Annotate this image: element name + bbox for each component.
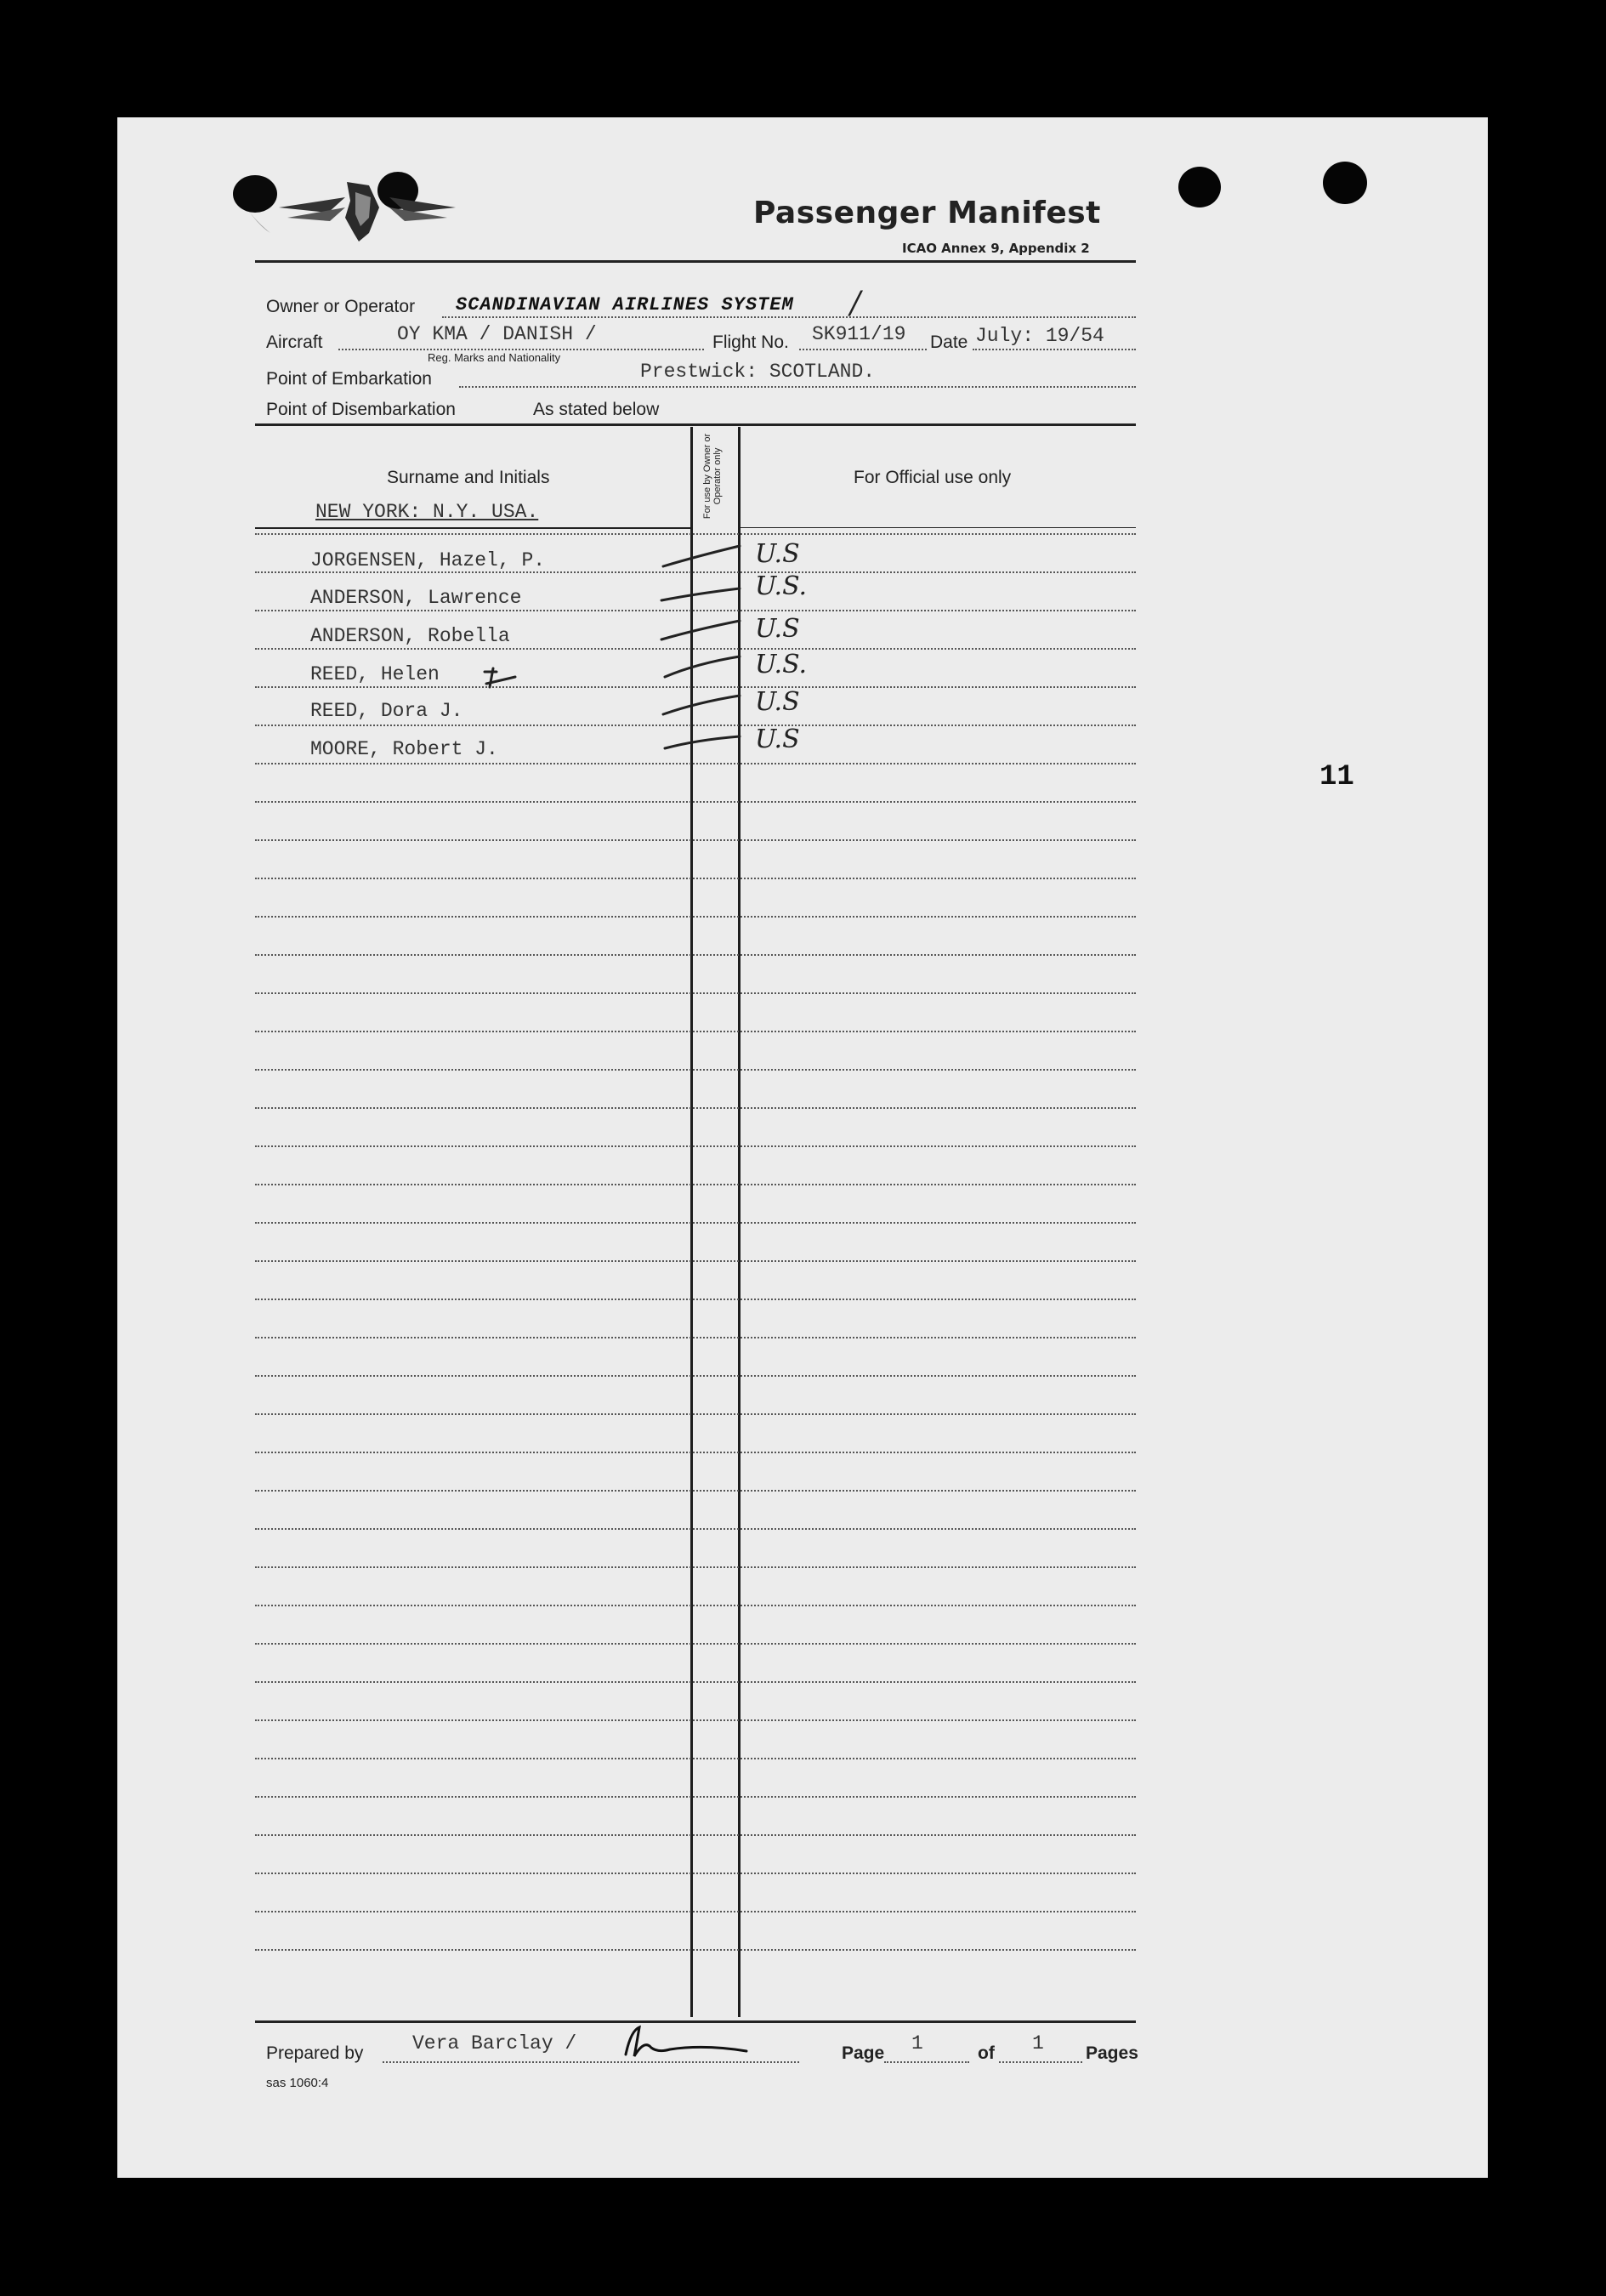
ruled-line (255, 1299, 1136, 1300)
owner-label: Owner or Operator (266, 297, 416, 316)
helen-initial-strike (481, 665, 524, 691)
operator-check-marks (655, 536, 757, 757)
ruled-line (255, 1834, 1136, 1836)
ruled-line (255, 839, 1136, 841)
col-header-surname: Surname and Initials (387, 468, 550, 487)
date-label: Date (930, 332, 968, 352)
passenger-name: ANDERSON, Robella (310, 625, 510, 647)
handwritten-signature (619, 2022, 755, 2065)
form-subtitle: ICAO Annex 9, Appendix 2 (902, 241, 1090, 256)
page-label: Page (842, 2043, 885, 2063)
header-underline-right (740, 527, 1136, 528)
date-value: July: 19/54 (975, 325, 1104, 347)
col-header-official: For Official use only (854, 468, 1012, 487)
flight-line (799, 349, 927, 350)
passenger-official: U.S (755, 687, 800, 717)
passenger-name: JORGENSEN, Hazel, P. (310, 549, 546, 571)
ruled-line (255, 1107, 1136, 1109)
ruled-line (255, 1643, 1136, 1645)
ruled-line (255, 533, 1136, 535)
embarkation-label: Point of Embarkation (266, 369, 432, 389)
ruled-line (255, 1490, 1136, 1492)
ruled-line (255, 763, 1136, 764)
passenger-official: U.S (755, 614, 800, 644)
page-line (884, 2061, 969, 2063)
ruled-line (255, 1413, 1136, 1415)
ruled-line (255, 954, 1136, 956)
ruled-line (255, 1452, 1136, 1453)
punch-hole (1178, 167, 1221, 207)
ruled-line (255, 1758, 1136, 1759)
aircraft-value: OY KMA / DANISH / (397, 323, 597, 345)
ruled-line (255, 1719, 1136, 1721)
ruled-line (255, 1911, 1136, 1912)
passenger-official: U.S (755, 725, 800, 754)
owner-value: SCANDINAVIAN AIRLINES SYSTEM (456, 294, 794, 315)
prepared-value: Vera Barclay / (412, 2032, 577, 2054)
page-value: 1 (911, 2032, 923, 2054)
owner-mark: / (850, 286, 861, 321)
destination-value: NEW YORK: N.Y. USA. (315, 501, 539, 523)
date-line (973, 349, 1136, 350)
ruled-line (255, 1184, 1136, 1185)
margin-note: 11 (1319, 761, 1354, 793)
ruled-line (255, 1069, 1136, 1071)
ruled-line (255, 916, 1136, 918)
ruled-line (255, 1375, 1136, 1377)
manifest-sheet (117, 117, 1488, 2178)
ruled-line (255, 1031, 1136, 1032)
ruled-line (255, 992, 1136, 994)
ruled-line (255, 1681, 1136, 1683)
flight-label: Flight No. (712, 332, 789, 352)
of-label: of (978, 2043, 995, 2063)
aircraft-caption: Reg. Marks and Nationality (428, 351, 561, 364)
disembarkation-value: As stated below (533, 400, 660, 419)
of-line (999, 2061, 1082, 2063)
punch-hole (1323, 162, 1367, 204)
ruled-line (255, 1949, 1136, 1951)
ruled-line (255, 1605, 1136, 1606)
passenger-official: U.S. (755, 650, 808, 679)
ruled-line (255, 1796, 1136, 1798)
header-rule (255, 260, 1136, 263)
owner-line (442, 316, 1136, 318)
ruled-line (255, 801, 1136, 803)
disembarkation-rule (255, 423, 1136, 426)
pages-label: Pages (1086, 2043, 1138, 2063)
ruled-line (255, 1873, 1136, 1874)
of-value: 1 (1032, 2032, 1044, 2054)
ruled-line (255, 1222, 1136, 1224)
ruled-line (255, 1145, 1136, 1147)
passenger-name: REED, Dora J. (310, 700, 463, 722)
passenger-name: MOORE, Robert J. (310, 738, 498, 760)
prepared-label: Prepared by (266, 2043, 364, 2063)
ruled-line (255, 1337, 1136, 1338)
passenger-name: ANDERSON, Lawrence (310, 587, 522, 609)
passenger-official: U.S. (755, 571, 808, 601)
aircraft-line (338, 349, 704, 350)
embarkation-value: Prestwick: SCOTLAND. (640, 361, 876, 383)
disembarkation-label: Point of Disembarkation (266, 400, 456, 419)
form-title: Passenger Manifest (753, 196, 1101, 230)
embarkation-line (459, 386, 1136, 388)
ruled-line (255, 1566, 1136, 1568)
aircraft-label: Aircraft (266, 332, 323, 352)
header-underline (255, 527, 690, 529)
col-header-operator: For use by Owner or Operator only (702, 433, 723, 520)
ruled-line (255, 878, 1136, 879)
prepared-line (383, 2061, 799, 2063)
form-code: sas 1060:4 (266, 2076, 329, 2090)
flight-value: SK911/19 (812, 323, 906, 345)
ruled-line (255, 1528, 1136, 1530)
passenger-name: REED, Helen (310, 663, 440, 685)
ruled-line (255, 1260, 1136, 1262)
airline-logo-icon (219, 167, 466, 252)
passenger-official: U.S (755, 539, 800, 569)
